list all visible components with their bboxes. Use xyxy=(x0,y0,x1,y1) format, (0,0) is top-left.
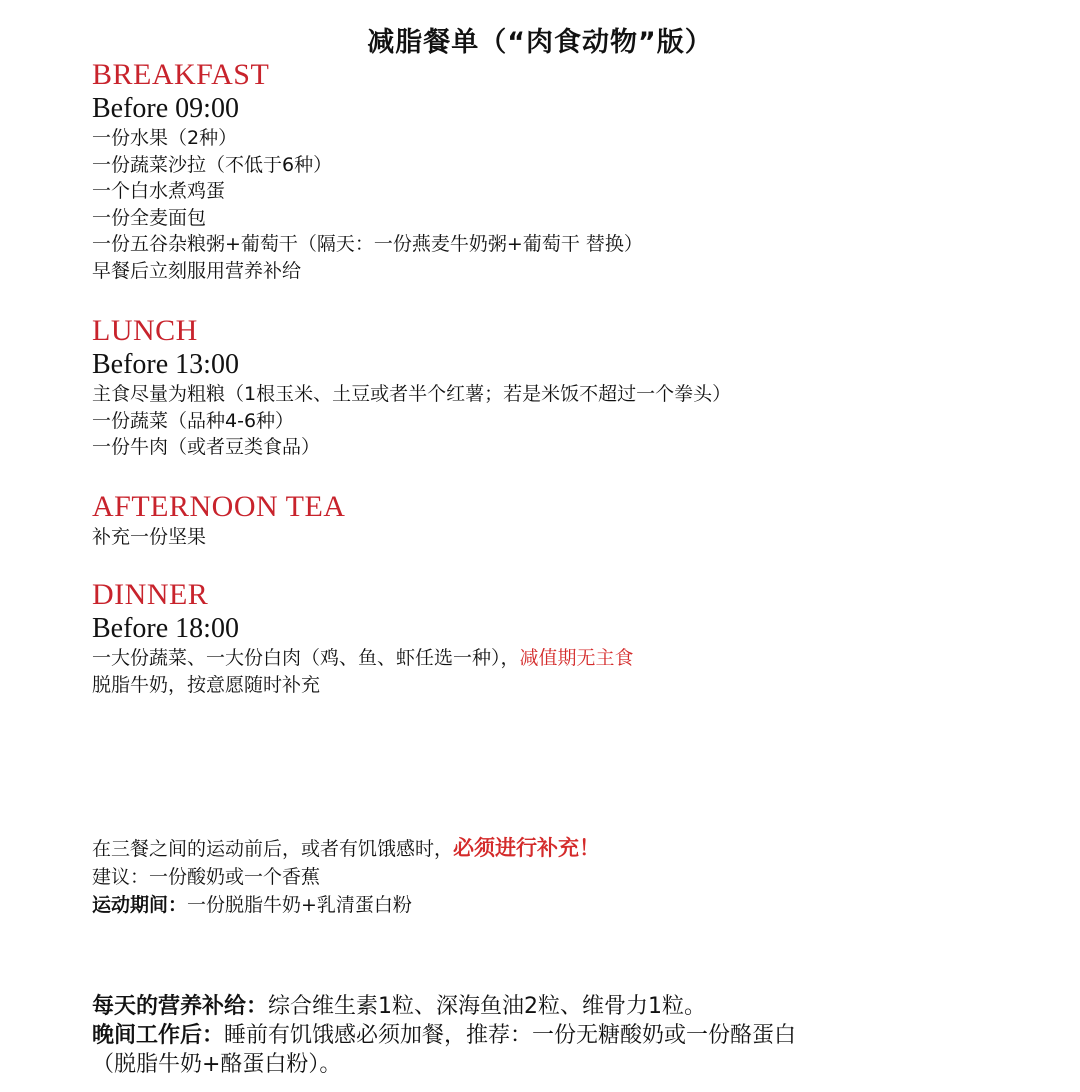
dinner-warning: 减值期无主食 xyxy=(519,647,634,669)
breakfast-item: 一份蔬菜沙拉（不低于6种） xyxy=(92,153,333,176)
evening-note-label: 晚间工作后： xyxy=(92,1023,225,1048)
dinner-section xyxy=(92,578,634,698)
breakfast-section xyxy=(92,58,643,284)
dinner-item xyxy=(92,645,634,672)
breakfast-heading: BREAKFAST xyxy=(92,58,270,91)
lunch-section xyxy=(92,314,731,461)
daily-supplements-label: 每天的营养补给： xyxy=(92,994,269,1019)
snack-warning: 必须进行补充！ xyxy=(453,836,601,860)
snack-note xyxy=(92,834,600,863)
breakfast-item: 一份全麦面包 xyxy=(92,206,207,229)
snack-exercise-text: 一份脱脂牛奶+乳清蛋白粉 xyxy=(187,894,412,916)
afternoon-tea-item: 补充一份坚果 xyxy=(92,526,207,548)
breakfast-item: 一份五谷杂粮粥+葡萄干（隔天：一份燕麦牛奶粥+葡萄干 替换） xyxy=(92,233,643,255)
evening-note-text: 睡前有饥饿感必须加餐，推荐：一份无糖酸奶或一份酪蛋白 xyxy=(224,1023,797,1048)
breakfast-item: 一份水果（2种） xyxy=(92,127,238,149)
lunch-time: Before 13:00 xyxy=(92,349,239,380)
evening-note-detail: （脱脂牛奶+酪蛋白粉）。 xyxy=(92,1052,342,1077)
dinner-heading: DINNER xyxy=(92,578,209,611)
dinner-item: 脱脂牛奶，按意愿随时补充 xyxy=(92,673,321,696)
snack-section xyxy=(92,834,600,919)
breakfast-time: Before 09:00 xyxy=(92,93,239,124)
lunch-heading: LUNCH xyxy=(92,314,198,347)
snack-exercise xyxy=(92,891,600,919)
dinner-item-text: 一大份蔬菜、一大份白肉（鸡、鱼、虾任选一种）， xyxy=(92,647,520,669)
daily-supplements xyxy=(92,992,796,1021)
breakfast-item: 一个白水煮鸡蛋 xyxy=(92,180,226,202)
afternoon-tea-heading: AFTERNOON TEA xyxy=(92,490,346,523)
lunch-item: 一份牛肉（或者豆类食品） xyxy=(92,436,321,458)
daily-supplements-text: 综合维生素1粒、深海鱼油2粒、维骨力1粒。 xyxy=(268,994,707,1019)
lunch-item: 主食尽量为粗粮（1根玉米、土豆或者半个红薯；若是米饭不超过一个拳头） xyxy=(92,383,732,405)
breakfast-item: 早餐后立刻服用营养补给 xyxy=(92,259,302,282)
evening-note xyxy=(92,1021,796,1050)
afternoon-tea-section xyxy=(92,490,345,551)
dinner-time: Before 18:00 xyxy=(92,613,239,644)
snack-suggestion: 建议：一份酸奶或一个香蕉 xyxy=(92,866,321,888)
footer-section xyxy=(92,992,796,1079)
page-title: 减脂餐单（“肉食动物”版） xyxy=(367,27,713,58)
snack-note-text: 在三餐之间的运动前后，或者有饥饿感时， xyxy=(92,838,454,860)
lunch-item: 一份蔬菜（品种4-6种） xyxy=(92,409,295,432)
snack-exercise-label: 运动期间： xyxy=(92,894,188,916)
